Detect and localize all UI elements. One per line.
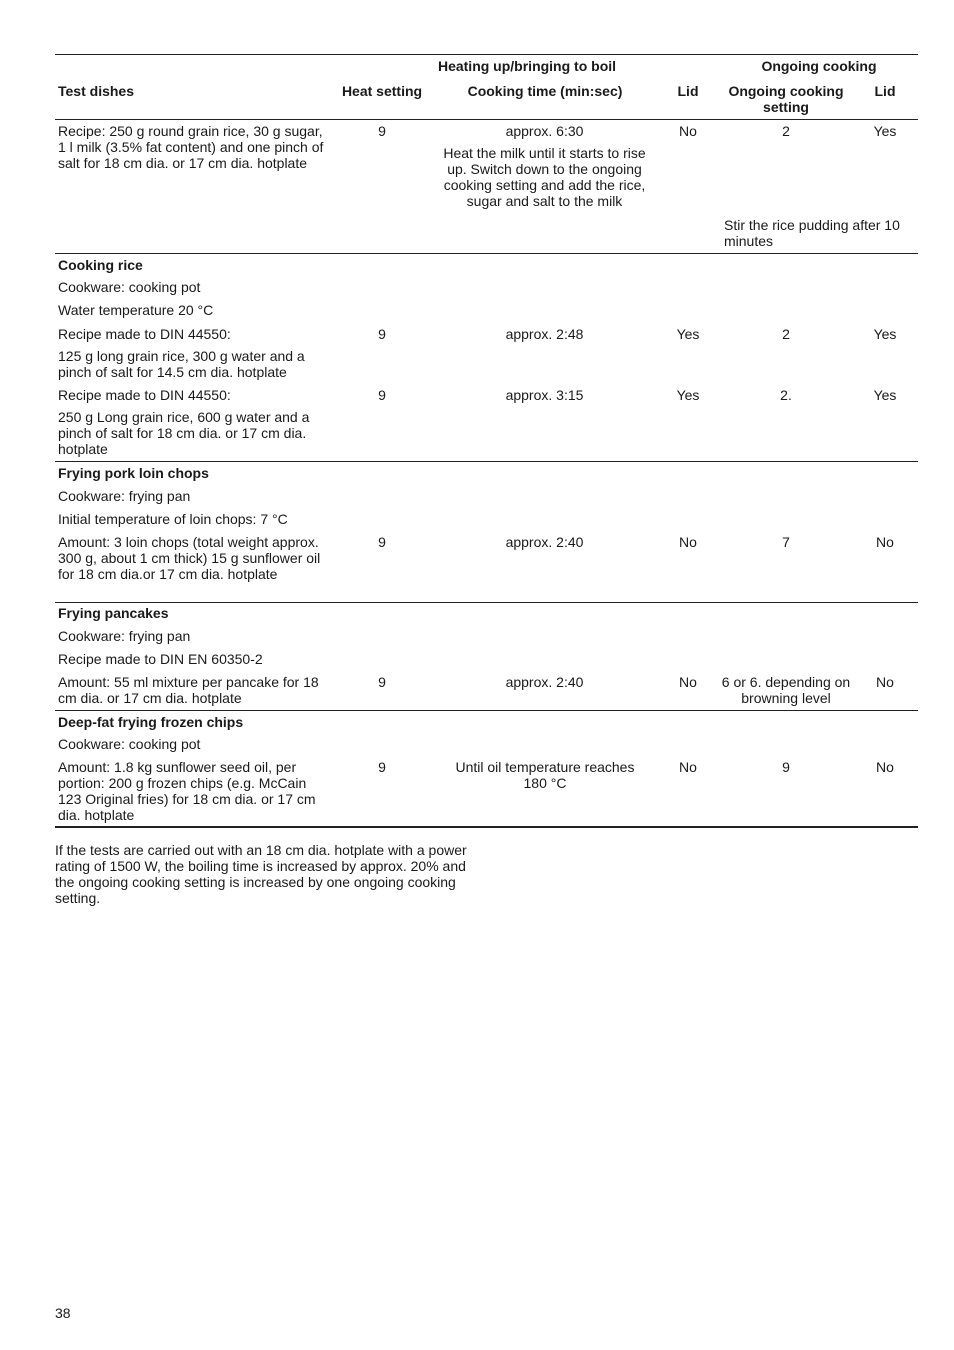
cooking-time-value: approx. 2:40 bbox=[505, 674, 584, 690]
section-rule bbox=[55, 602, 918, 603]
cooking-time-value: approx. 3:15 bbox=[505, 387, 584, 403]
footnote-text: If the tests are carried out with an 18 cm dia. hotplate with a power rating of 1500 W, the boiling time is increased by approx. 20% and the ongoing cooking setting is increased by one ongoing cooking setting. bbox=[55, 842, 467, 906]
group-heading-ongoing: Ongoing cooking bbox=[761, 58, 877, 74]
recipe-description: 250 g Long grain rice, 600 g water and a pinch of salt for 18 cm dia. or 17 cm dia. hotplate bbox=[58, 409, 310, 457]
ongoing-setting-value: 9 bbox=[782, 759, 790, 775]
cooking-time-note: Heat the milk until it starts to rise up. Switch down to the ongoing cooking setting and add the rice, sugar and salt to the milk bbox=[443, 145, 646, 209]
cookware-text: Cookware: cooking pot bbox=[58, 279, 201, 295]
recipe-label: Recipe made to DIN 44550: bbox=[58, 326, 231, 342]
column-header-test-dishes: Test dishes bbox=[58, 83, 134, 99]
recipe-text: Recipe made to DIN EN 60350-2 bbox=[58, 651, 263, 667]
amount-text: Amount: 55 ml mixture per pancake for 18 cm dia. or 17 cm dia. hotplate bbox=[58, 674, 319, 706]
cookware-text: Cookware: cooking pot bbox=[58, 736, 201, 752]
cookware-text: Cookware: frying pan bbox=[58, 628, 191, 644]
ongoing-setting-value: 2 bbox=[782, 123, 790, 139]
ongoing-lid-value: No bbox=[876, 534, 894, 550]
recipe-description: 125 g long grain rice, 300 g water and a pinch of salt for 14.5 cm dia. hotplate bbox=[58, 348, 305, 380]
lid-value: No bbox=[679, 759, 697, 775]
cooking-time-value: Until oil temperature reaches 180 °C bbox=[455, 759, 635, 791]
amount-text: Amount: 3 loin chops (total weight approx. 300 g, about 1 cm thick) 15 g sunflower oil for 18 cm dia.or 17 cm dia. hotplate bbox=[58, 534, 321, 582]
cookware-text: Cookware: frying pan bbox=[58, 488, 191, 504]
section-title: Deep-fat frying frozen chips bbox=[58, 714, 244, 730]
ongoing-setting-value: 7 bbox=[782, 534, 790, 550]
ongoing-setting-value: 6 or 6. depending on browning level bbox=[721, 674, 851, 706]
water-temperature-text: Water temperature 20 °C bbox=[58, 302, 214, 318]
ongoing-lid-value: No bbox=[876, 759, 894, 775]
lid-value: No bbox=[679, 123, 697, 139]
column-header-lid: Lid bbox=[677, 83, 699, 99]
section-rule bbox=[55, 461, 918, 462]
table-top-rule bbox=[55, 54, 918, 55]
stir-note: Stir the rice pudding after 10 minutes bbox=[724, 217, 900, 249]
heat-setting-value: 9 bbox=[378, 123, 386, 139]
cooking-time-value: approx. 6:30 bbox=[505, 123, 584, 139]
recipe-label: Recipe made to DIN 44550: bbox=[58, 387, 231, 403]
ongoing-lid-value: Yes bbox=[873, 326, 897, 342]
heat-setting-value: 9 bbox=[378, 534, 386, 550]
section-rule bbox=[55, 710, 918, 711]
column-header-cooking-time: Cooking time (min:sec) bbox=[467, 83, 623, 99]
lid-value: Yes bbox=[676, 326, 700, 342]
cooking-time-value: approx. 2:40 bbox=[505, 534, 584, 550]
heat-setting-value: 9 bbox=[378, 759, 386, 775]
group-heading-heating: Heating up/bringing to boil bbox=[437, 58, 617, 74]
rice-pudding-recipe: Recipe: 250 g round grain rice, 30 g sugar, 1 l milk (3.5% fat content) and one pinch of salt for 18 cm dia. or 17 cm dia. hotplate bbox=[58, 123, 324, 171]
section-rule bbox=[55, 253, 918, 254]
lid-value: No bbox=[679, 534, 697, 550]
section-title: Frying pancakes bbox=[58, 605, 169, 621]
section-title: Cooking rice bbox=[58, 257, 143, 273]
initial-temperature-text: Initial temperature of loin chops: 7 °C bbox=[58, 511, 288, 527]
column-header-heat-setting: Heat setting bbox=[341, 83, 423, 99]
ongoing-setting-value: 2 bbox=[782, 326, 790, 342]
ongoing-lid-value: No bbox=[876, 674, 894, 690]
ongoing-setting-value: 2. bbox=[780, 387, 792, 403]
section-title: Frying pork loin chops bbox=[58, 465, 209, 481]
amount-text: Amount: 1.8 kg sunflower seed oil, per portion: 200 g frozen chips (e.g. McCain 123 Original fries) for 18 cm dia. or 17 cm dia. hotplate bbox=[58, 759, 316, 823]
lid-value: No bbox=[679, 674, 697, 690]
heat-setting-value: 9 bbox=[378, 326, 386, 342]
lid-value: Yes bbox=[676, 387, 700, 403]
column-header-lid-ongoing: Lid bbox=[874, 83, 896, 99]
ongoing-lid-value: Yes bbox=[873, 123, 897, 139]
ongoing-lid-value: Yes bbox=[873, 387, 897, 403]
table-bottom-rule bbox=[55, 826, 918, 828]
heat-setting-value: 9 bbox=[378, 387, 386, 403]
cooking-time-value: approx. 2:48 bbox=[505, 326, 584, 342]
heat-setting-value: 9 bbox=[378, 674, 386, 690]
header-rule bbox=[55, 119, 918, 120]
column-header-ongoing-setting: Ongoing cooking setting bbox=[728, 83, 844, 115]
page-number: 38 bbox=[55, 1305, 71, 1321]
